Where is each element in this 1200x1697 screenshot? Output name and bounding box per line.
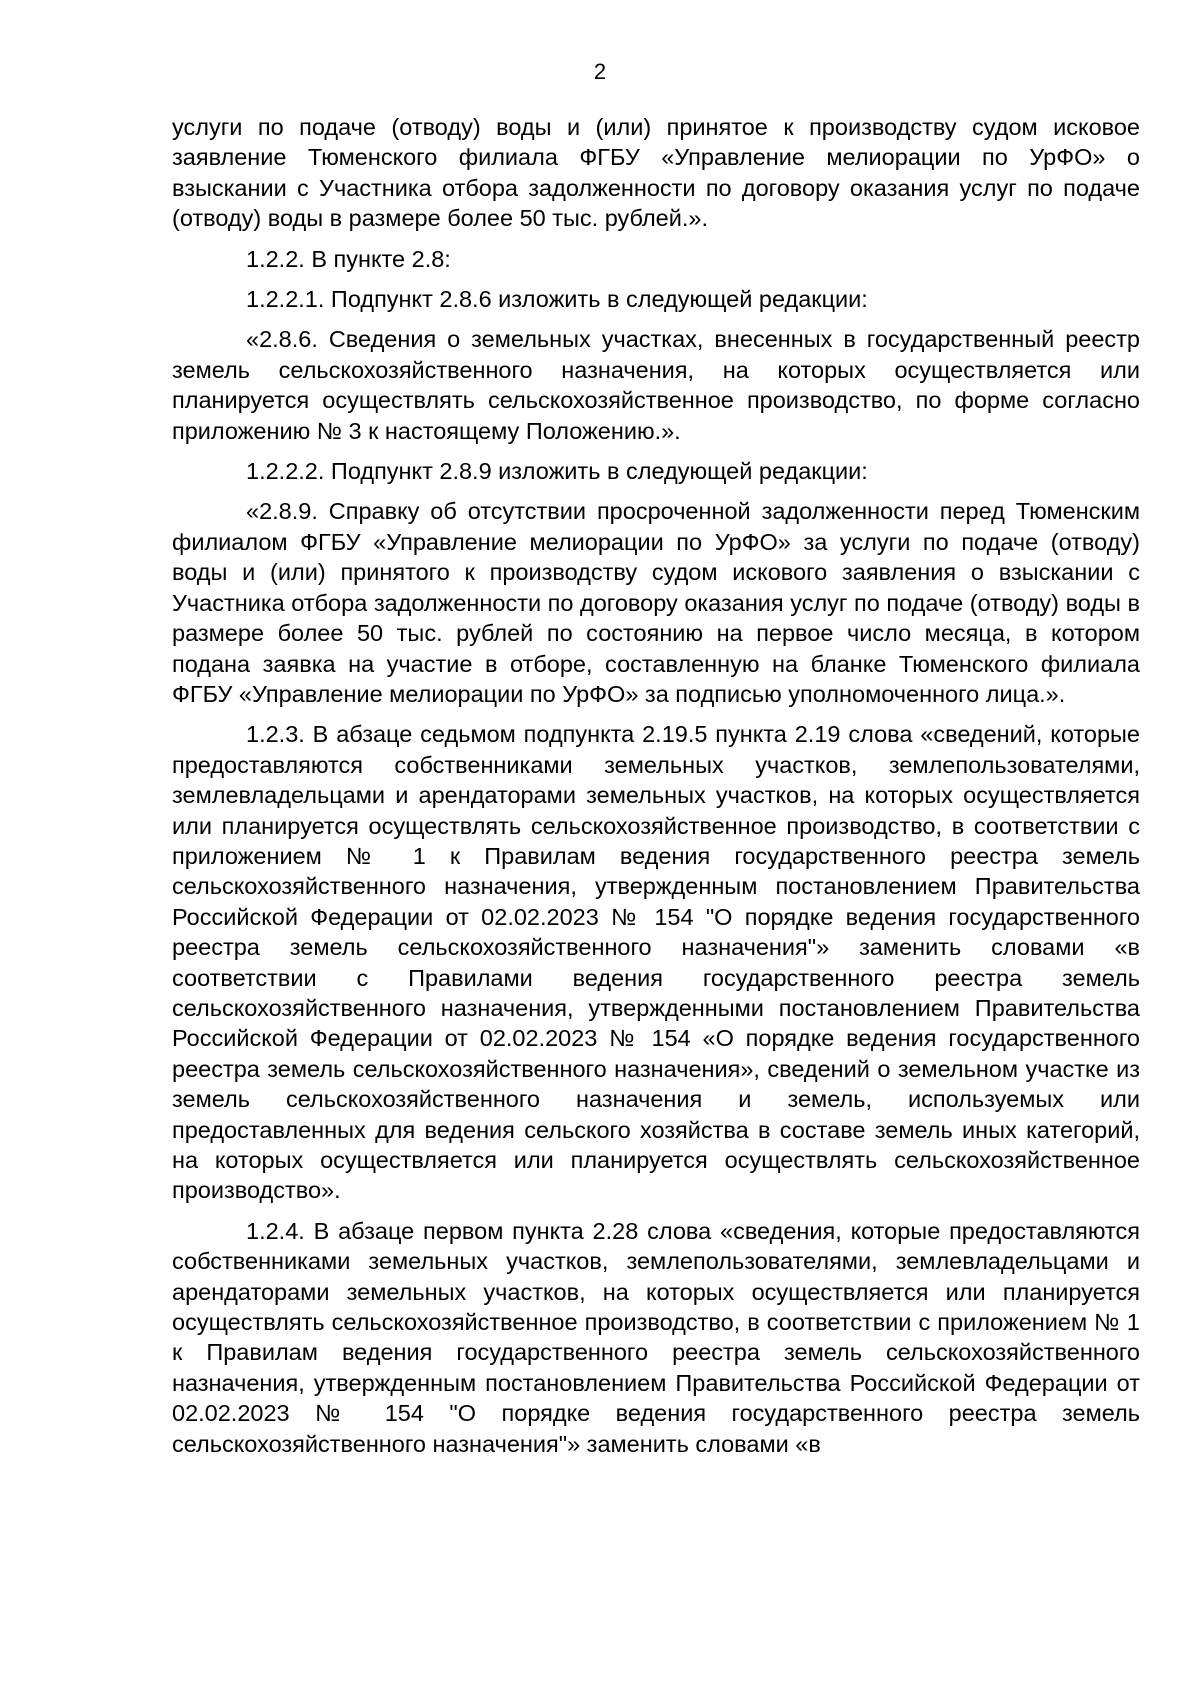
paragraph-2-8-9: «2.8.9. Справку об отсутствии просроченной задолженности перед Тюменским филиалом ФГБУ «Управление мелиорации по УрФО» за услуги по подаче (отводу) воды и (или) принятого к производству судом искового заявления о взыскании с Участника отбора задолженности по договору оказания услуг по подаче (отводу) воды в размере более 50 тыс. рублей по состоянию на первое число месяца, в котором подана заявка на участие в отборе, составленную на бланке Тюменского филиала ФГБУ «Управление мелиорации по УрФО» за подписью уполномоченного лица.».	[172, 498, 1140, 707]
paragraph-1-2-2-2: 1.2.2.2. Подпункт 2.8.9 изложить в следующей редакции:	[246, 458, 868, 485]
page-number: 2	[593, 59, 607, 84]
paragraph-2-8-6: «2.8.6. Сведения о земельных участках, внесенных в государственный реестр земель сельскохозяйственного назначения, на которых осуществляется или планируется осуществлять сельскохозяйственное производство, по форме согласно приложению № 3 к настоящему Положению.».	[172, 326, 1140, 444]
paragraph-1-2-2: 1.2.2. В пункте 2.8:	[246, 245, 451, 272]
paragraph-1-2-2-1: 1.2.2.1. Подпункт 2.8.6 изложить в следующей редакции:	[246, 286, 868, 313]
paragraph-1-2-3: 1.2.3. В абзаце седьмом подпункта 2.19.5 пункта 2.19 слова «сведений, которые предоставляются собственниками земельных участков, землепользователями, землевладельцами и арендаторами земельных участков, на которых осуществляется или планируется осуществлять сельскохозяйственное производство, в соответствии с приложением № 1 к Правилам ведения государственного реестра земель сельскохозяйственного назначения, утвержденным постановлением Правительства Российской Федерации от 02.02.2023 № 154 "О порядке ведения государственного реестра земель сельскохозяйственного назначения"» заменить словами «в соответствии с Правилами ведения государственного реестра земель сельскохозяйственного назначения, утвержденными постановлением Правительства Российской Федерации от 02.02.2023 № 154 «О порядке ведения государственного реестра земель сельскохозяйственного назначения», сведений о земельном участке из земель сельскохозяйственного назначения и земель, используемых или предоставленных для ведения сельского хозяйства в составе земель иных категорий, на которых осуществляется или планируется осуществлять сельскохозяйственное производство».	[172, 721, 1140, 1204]
paragraph-1-2-4: 1.2.4. В абзаце первом пункта 2.28 слова «сведения, которые предоставляются собственниками земельных участков, землепользователями, землевладельцами и арендаторами земельных участков, на которых осуществляется или планируется осуществлять сельскохозяйственное производство, в соответствии с приложением № 1 к Правилам ведения государственного реестра земель сельскохозяйственного назначения, утвержденным постановлением Правительства Российской Федерации от 02.02.2023 № 154 "О порядке ведения государственного реестра земель сельскохозяйственного назначения"» заменить словами «в	[172, 1217, 1140, 1457]
document-body	[172, 112, 1140, 1459]
paragraph-continuation: услуги по подаче (отводу) воды и (или) принятое к производству судом исковое заявление Тюменского филиала ФГБУ «Управление мелиорации по УрФО» о взыскании с Участника отбора задолженности по договору оказания услуг по подаче (отводу) воды в размере более 50 тыс. рублей.».	[172, 114, 1140, 232]
